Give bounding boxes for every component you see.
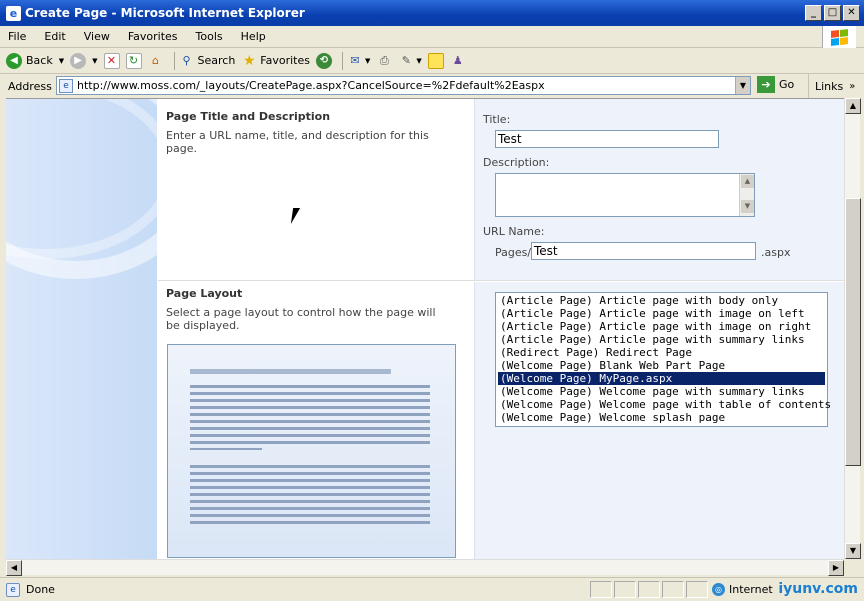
menu-tools[interactable]: Tools [195,30,223,43]
description-label: Description: [483,156,550,169]
mail-icon[interactable]: ✉ [350,54,360,67]
forward-button[interactable] [70,53,97,69]
layout-option[interactable]: (Article Page) Article page with summary links [500,333,805,346]
star-icon: ★ [243,52,256,69]
title-bar [0,0,864,26]
toolbar: ◀ Back ▼ ▶ ▼ ✕ ↻ ⌂ ⚲ Search ★ Favorites ⟲ ✉ ▼ ⎙ ✎ ▼ ♟ [0,48,864,74]
section-page-layout [158,282,844,559]
status-text: Done [26,583,55,596]
chevron-right-icon: » [849,80,856,92]
address-url: http://www.moss.com/_layouts/CreatePage.aspx?CancelSource=%2Fdefault%2Easpx [77,79,545,92]
scroll-left-icon[interactable]: ◀ [6,560,22,576]
scroll-up-icon[interactable]: ▲ [845,98,861,114]
back-arrow-icon: ◀ [6,53,22,69]
edit-icon[interactable]: ✎ [401,54,411,67]
go-button[interactable] [757,76,794,93]
home-icon[interactable]: ⌂ [152,54,159,67]
favorites-button[interactable] [241,53,310,69]
address-dropdown-icon[interactable]: ▼ [735,77,750,94]
page-icon: e [59,79,73,93]
menu-favorites[interactable]: Favorites [127,30,178,43]
close-button[interactable]: ✕ [843,5,860,21]
layout-option[interactable]: (Article Page) Article page with image on left [500,307,805,320]
menu-file[interactable]: File [8,30,27,43]
window-title: Create Page - Microsoft Internet Explorer [25,6,305,20]
forward-dropdown-icon[interactable]: ▼ [92,56,98,65]
layout-heading: Page Layout [166,287,243,300]
history-icon[interactable]: ⟲ [316,53,332,69]
layout-option[interactable]: (Welcome Page) Welcome page with summary links [500,385,805,398]
back-label: Back [26,54,53,67]
address-bar [0,74,864,98]
layout-option[interactable]: (Redirect Page) Redirect Page [500,346,693,359]
section-description: Enter a URL name, title, and description for this page. [166,129,429,155]
scroll-down-icon[interactable]: ▼ [845,543,861,559]
scroll-right-icon[interactable]: ▶ [828,560,844,576]
links-button[interactable] [808,74,855,98]
maximize-button[interactable]: □ [824,5,841,21]
zone-text: Internet [729,583,773,596]
search-icon: ⚲ [182,54,191,67]
address-input[interactable] [56,76,751,95]
favorites-label: Favorites [260,54,310,67]
layout-option[interactable]: (Welcome Page) Blank Web Part Page [500,359,726,372]
layout-preview-image [167,344,456,558]
scroll-up-icon[interactable]: ▲ [741,175,754,188]
layout-option[interactable]: (Welcome Page) MyPage.aspx [498,372,825,385]
title-label: Title: [483,113,511,126]
links-label: Links [815,79,844,93]
url-name-label: URL Name: [483,225,545,238]
back-button[interactable] [6,53,64,69]
back-dropdown-icon[interactable]: ▼ [58,56,65,65]
stop-icon[interactable]: ✕ [104,53,120,69]
print-icon[interactable]: ⎙ [379,53,389,67]
page-layout-listbox[interactable] [495,292,832,427]
vertical-scrollbar[interactable] [844,98,860,559]
menu-bar [0,26,864,48]
menu-view[interactable]: View [83,30,110,43]
globe-icon: ◎ [712,583,725,596]
scroll-thumb[interactable] [845,198,861,466]
description-textarea[interactable] [495,173,755,217]
refresh-icon[interactable]: ↻ [126,53,142,69]
layout-option[interactable]: (Welcome Page) Welcome splash page [500,411,726,424]
url-prefix: Pages/ [495,246,532,259]
page-viewport [6,98,844,559]
menu-edit[interactable]: Edit [44,30,66,43]
forward-arrow-icon: ▶ [70,53,86,69]
layout-option[interactable]: (Article Page) Article page with body only [500,294,779,307]
menu-help[interactable]: Help [240,30,266,43]
discuss-icon[interactable] [428,53,444,69]
left-navigation [6,99,157,559]
watermark-logo: iyunv.com [778,581,858,597]
status-bar [0,577,864,601]
messenger-icon[interactable]: ♟ [452,54,463,67]
ie-icon: e [6,6,21,21]
horizontal-scrollbar[interactable] [6,559,844,575]
search-label: Search [197,54,236,67]
go-label: Go [779,78,795,91]
url-name-input[interactable]: Test [531,242,756,260]
scroll-down-icon[interactable]: ▼ [741,200,754,213]
layout-description: Select a page layout to control how the page will be displayed. [166,306,436,332]
textarea-scrollbar[interactable] [739,174,754,216]
title-input[interactable]: Test [495,130,719,148]
layout-option[interactable]: (Article Page) Article page with image on right [500,320,812,333]
go-arrow-icon: ➔ [757,76,775,93]
address-label: Address [8,79,52,93]
url-suffix: .aspx [761,246,791,259]
section-title-description [158,99,844,281]
windows-logo-icon [822,26,856,48]
minimize-button[interactable]: _ [805,5,822,21]
page-status-icon: e [6,583,20,597]
layout-option[interactable]: (Welcome Page) Welcome page with table of contents [500,398,832,411]
search-button[interactable] [179,53,236,69]
section-heading: Page Title and Description [166,110,331,123]
